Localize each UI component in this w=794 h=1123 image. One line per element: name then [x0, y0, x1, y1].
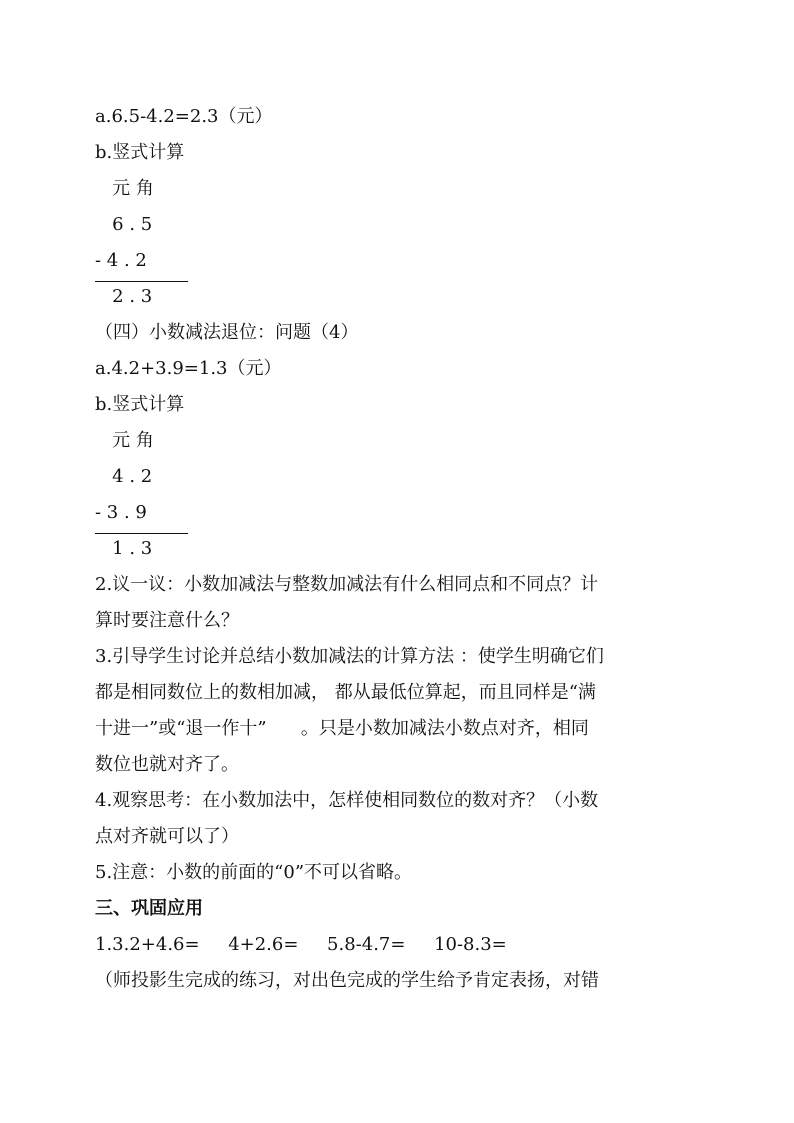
- line-22: 5.注意：小数的前面的“0”不可以省略。: [95, 862, 413, 883]
- line-25: （师投影生完成的练习，对出色完成的学生给予肯定表扬，对错: [95, 970, 599, 991]
- line-19: 数位也就对齐了。: [95, 754, 239, 775]
- line-17: 都是相同数位上的数相加减， 都从最低位算起，而且同样是“满: [95, 682, 596, 703]
- line-13: 1 . 3: [95, 538, 153, 559]
- line-14: 2.议一议：小数加减法与整数加减法有什么相同点和不同点？计: [95, 574, 599, 595]
- line-1: a.6.5-4.2=2.3（元）: [95, 106, 273, 127]
- line-3: 元 角: [95, 178, 154, 199]
- line-7: （四）小数减法退位：问题（4）: [95, 322, 359, 343]
- section-heading: 三、巩固应用: [95, 898, 203, 919]
- line-11: 4 . 2: [95, 466, 153, 487]
- line-18: 十进一”或“退一作十” 。只是小数加减法小数点对齐，相同: [95, 718, 589, 739]
- line-5: - 4 . 2: [95, 250, 147, 271]
- line-10: 元 角: [95, 430, 154, 451]
- line-4: 6 . 5: [95, 214, 153, 235]
- vertical-calc-rule-2: [95, 533, 188, 534]
- line-24: 1.3.2+4.6= 4+2.6= 5.8-4.7= 10-8.3=: [95, 934, 507, 955]
- vertical-calc-rule-1: [95, 281, 188, 282]
- line-12: - 3 . 9: [95, 502, 147, 523]
- line-21: 点对齐就可以了）: [95, 826, 239, 847]
- line-20: 4.观察思考：在小数加法中，怎样使相同数位的数对齐？（小数: [95, 790, 599, 811]
- line-9: b.竖式计算: [95, 394, 185, 415]
- line-6: 2 . 3: [95, 286, 153, 307]
- line-15: 算时要注意什么？: [95, 610, 239, 631]
- line-2: b.竖式计算: [95, 142, 185, 163]
- line-16: 3.引导学生讨论并总结小数加减法的计算方法 ：使学生明确它们: [95, 646, 604, 667]
- line-8: a.4.2+3.9=1.3（元）: [95, 358, 282, 379]
